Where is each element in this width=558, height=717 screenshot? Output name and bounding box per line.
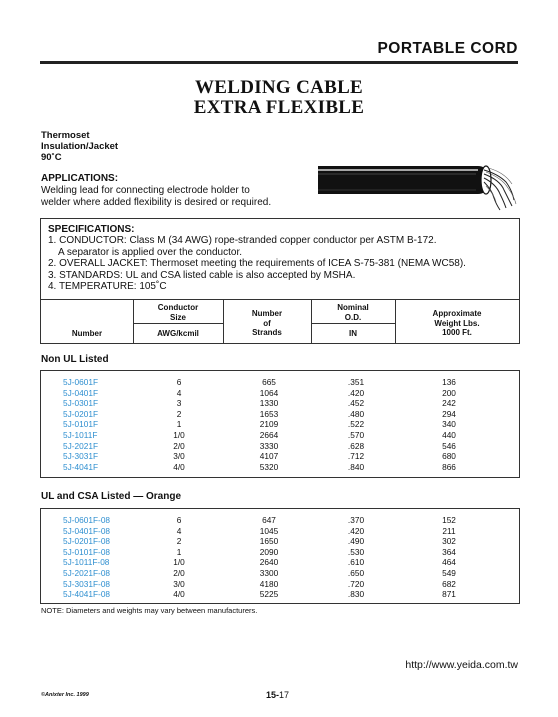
strand-count: 2664 — [259, 430, 279, 440]
strand-count: 1650 — [259, 536, 279, 547]
part-number: 5J-0201F — [63, 408, 99, 419]
strand-count: 3300 — [259, 568, 279, 578]
column-header-od — [311, 303, 395, 322]
conductor-size: 4/0 — [173, 461, 185, 472]
strand-count: 3330 — [259, 440, 279, 451]
table-row — [41, 409, 519, 419]
column-header-size-unit: AWG/kcmil — [157, 329, 199, 338]
nominal-od: .830 — [347, 589, 365, 600]
column-header-rule — [311, 323, 395, 324]
nominal-od: .420 — [347, 525, 365, 536]
conductor-size: 2/0 — [173, 568, 185, 578]
table-row — [41, 419, 519, 429]
table-row — [41, 547, 519, 557]
nominal-od: .720 — [347, 578, 365, 589]
spec-item-1-sub: A separator is applied over the conductor. — [58, 246, 243, 258]
table-row — [41, 515, 519, 525]
strand-count: 5320 — [259, 461, 279, 472]
column-header-od-line1: Nominal — [337, 303, 369, 312]
table-row — [41, 557, 519, 567]
ul-csa-section-title: UL and CSA Listed — Orange — [41, 491, 182, 502]
approx-weight: 242 — [442, 398, 456, 409]
conductor-size: 3/0 — [173, 451, 185, 462]
strand-count: 1045 — [259, 525, 279, 536]
approx-weight: 340 — [442, 419, 456, 430]
table-row — [41, 430, 519, 440]
nominal-od: .840 — [347, 461, 365, 472]
nominal-od: .712 — [347, 451, 365, 462]
approx-weight: 200 — [442, 387, 456, 398]
nominal-od: .420 — [347, 387, 365, 398]
page-title-line2: EXTRA FLEXIBLE — [193, 97, 365, 118]
page-number-page: 17 — [279, 690, 290, 700]
column-header-weight-line2: Weight Lbs. — [434, 318, 480, 328]
table-row — [41, 388, 519, 398]
nominal-od: .351 — [347, 377, 365, 387]
specifications-box — [40, 218, 520, 344]
nominal-od: .610 — [347, 557, 365, 568]
approx-weight: 549 — [442, 568, 456, 578]
column-header-od-unit: IN — [349, 329, 357, 338]
column-header-strands-line1: Number — [251, 309, 283, 318]
approx-weight: 866 — [442, 461, 456, 472]
page-number-section: 15- — [266, 690, 280, 700]
footnote: NOTE: Diameters and weights may vary between manufacturers. — [41, 606, 258, 615]
column-header-size-line2: Size — [169, 312, 186, 322]
part-number: 5J-0601F-08 — [63, 515, 111, 525]
strand-count: 1653 — [259, 408, 279, 419]
applications-line2: welder where added flexibility is desired or required. — [41, 197, 272, 208]
nominal-od: .490 — [347, 536, 365, 547]
approx-weight: 364 — [442, 546, 456, 557]
conductor-size: 2 — [176, 536, 182, 547]
approx-weight: 136 — [442, 377, 456, 387]
part-number: 5J-0201F-08 — [63, 536, 111, 547]
part-number: 5J-0301F — [63, 398, 99, 409]
section-header-title: PORTABLE CORD — [377, 40, 518, 57]
intro-line3: 90˚C — [41, 152, 62, 163]
conductor-size: 2 — [176, 408, 182, 419]
strand-count: 1330 — [259, 398, 279, 409]
nominal-od: .452 — [347, 398, 365, 409]
specs-divider — [41, 299, 519, 300]
approx-weight: 440 — [442, 430, 456, 440]
conductor-size: 4 — [176, 525, 182, 536]
intro-line2: Insulation/Jacket — [41, 141, 119, 152]
column-header-weight — [395, 309, 519, 338]
website-url: http://www.yeida.com.tw — [405, 659, 518, 671]
part-number: 5J-2021F-08 — [63, 568, 111, 578]
conductor-size: 3 — [176, 398, 182, 409]
strand-count: 647 — [262, 515, 276, 525]
strand-count: 4180 — [259, 578, 279, 589]
approx-weight: 294 — [442, 408, 456, 419]
nominal-od: .570 — [347, 430, 365, 440]
page-title-line1: WELDING CABLE — [194, 77, 364, 98]
table-row — [41, 462, 519, 472]
column-header-weight-line1: Approximate — [432, 309, 482, 318]
conductor-size: 6 — [176, 377, 182, 387]
part-number: 5J-1011F-08 — [63, 557, 110, 568]
non-ul-section-title: Non UL Listed — [41, 354, 109, 365]
part-number: 5J-4041F-08 — [63, 589, 111, 600]
intro-line1: Thermoset — [41, 130, 90, 141]
approx-weight: 682 — [442, 578, 456, 589]
strand-count: 2640 — [259, 557, 279, 568]
conductor-size: 6 — [176, 515, 182, 525]
applications-text — [41, 185, 311, 209]
strand-count: 2109 — [259, 419, 279, 430]
column-header-number: Number — [71, 329, 103, 338]
approx-weight: 680 — [442, 451, 456, 462]
strand-count: 5225 — [259, 589, 279, 600]
part-number: 5J-0401F — [63, 387, 99, 398]
column-header-strands — [223, 309, 311, 338]
nominal-od: .650 — [347, 568, 365, 578]
ul-csa-table — [40, 508, 520, 604]
part-number: 5J-3031F — [63, 451, 99, 462]
insulation-info — [41, 130, 118, 163]
part-number: 5J-2021F — [63, 440, 99, 451]
column-header-strands-line3: Strands — [252, 328, 282, 337]
conductor-size: 1 — [176, 546, 182, 557]
column-header-strands-line2: of — [263, 318, 271, 328]
approx-weight: 464 — [442, 557, 456, 568]
strand-count: 665 — [262, 377, 276, 387]
approx-weight: 211 — [442, 525, 456, 536]
applications-line1: Welding lead for connecting electrode holder to — [41, 185, 250, 196]
strand-count: 4107 — [259, 451, 279, 462]
part-number: 5J-1011F — [63, 430, 98, 440]
table-row — [41, 579, 519, 589]
non-ul-table — [40, 370, 520, 478]
nominal-od: .530 — [347, 546, 365, 557]
nominal-od: .370 — [347, 515, 365, 525]
approx-weight: 871 — [442, 589, 456, 600]
nominal-od: .522 — [347, 419, 365, 430]
table-row — [41, 526, 519, 536]
page-title — [0, 78, 558, 118]
table-row — [41, 589, 519, 599]
conductor-size: 4 — [176, 387, 182, 398]
part-number: 5J-0101F — [63, 419, 99, 430]
strand-count: 2090 — [259, 546, 279, 557]
spec-item-3: 3. STANDARDS: UL and CSA listed cable is also accepted by MSHA. — [48, 269, 356, 281]
table-row — [41, 441, 519, 451]
table-row — [41, 451, 519, 461]
part-number: 5J-0101F-08 — [63, 546, 111, 557]
conductor-size: 1 — [176, 419, 182, 430]
approx-weight: 546 — [442, 440, 456, 451]
column-header-weight-line3: 1000 Ft. — [442, 328, 472, 337]
column-header-rule — [133, 323, 223, 324]
page-number — [266, 690, 289, 700]
specifications-heading: SPECIFICATIONS: — [48, 224, 135, 235]
table-row — [41, 398, 519, 408]
nominal-od: .480 — [347, 408, 365, 419]
table-row — [41, 536, 519, 546]
conductor-size: 1/0 — [173, 430, 185, 440]
applications-heading: APPLICATIONS: — [41, 173, 119, 184]
spec-item-2: 2. OVERALL JACKET: Thermoset meeting the requirements of ICEA S-75-381 (NEMA WC58). — [48, 258, 466, 269]
header-rule — [40, 61, 518, 64]
column-header-size-line1: Conductor — [157, 303, 199, 312]
part-number: 5J-3031F-08 — [63, 578, 111, 589]
conductor-size: 2/0 — [173, 440, 185, 451]
table-row — [41, 377, 519, 387]
conductor-size: 1/0 — [173, 557, 185, 568]
table-row — [41, 568, 519, 578]
part-number: 5J-0401F-08 — [63, 525, 111, 536]
conductor-size: 4/0 — [173, 589, 185, 600]
cable-illustration — [318, 160, 518, 212]
approx-weight: 302 — [442, 536, 456, 547]
part-number: 5J-4041F — [63, 461, 99, 472]
strand-count: 1064 — [259, 387, 279, 398]
copyright: ©Anixter Inc. 1999 — [41, 692, 89, 698]
nominal-od: .628 — [347, 440, 365, 451]
column-header-od-line2: O.D. — [344, 312, 362, 322]
part-number: 5J-0601F — [63, 377, 99, 387]
approx-weight: 152 — [442, 515, 456, 525]
column-header-size — [133, 303, 223, 322]
spec-item-4: 4. TEMPERATURE: 105˚C — [48, 281, 167, 292]
conductor-size: 3/0 — [173, 578, 185, 589]
spec-item-1: 1. CONDUCTOR: Class M (34 AWG) rope-stranded copper conductor per ASTM B-172. — [48, 235, 437, 246]
